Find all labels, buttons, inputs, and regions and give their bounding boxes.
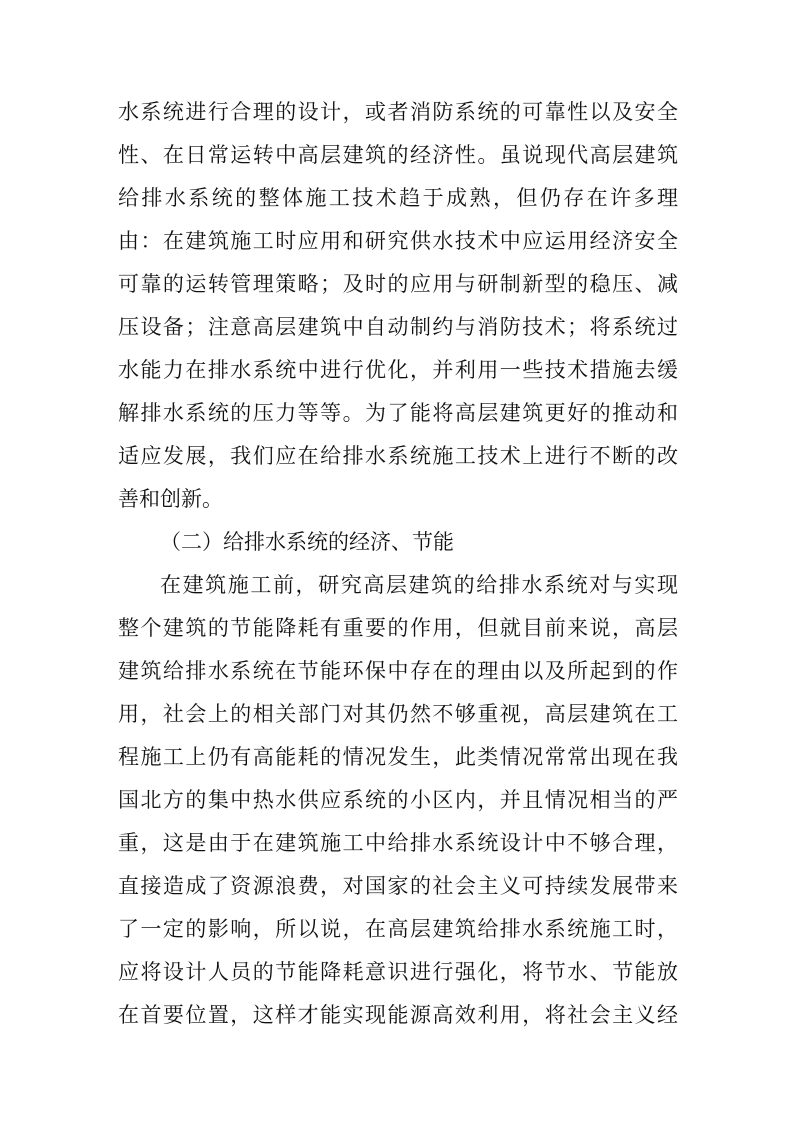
text-line: 了一定的影响，所以说，在高层建筑给排水系统施工时， — [118, 917, 678, 941]
text-line: 应将设计人员的节能降耗意识进行强化，将节水、节能放 — [118, 960, 678, 984]
text-line: 国北方的集中热水供应系统的小区内，并且情况相当的严 — [118, 788, 678, 812]
text-line: 用，社会上的相关部门对其仍然不够重视，高层建筑在工 — [118, 702, 678, 726]
text-line: 重，这是由于在建筑施工中给排水系统设计中不够合理， — [118, 831, 678, 855]
text-line: 适应发展，我们应在给排水系统施工技术上进行不断的改 — [118, 444, 678, 468]
text-line: 直接造成了资源浪费，对国家的社会主义可持续发展带来 — [118, 874, 678, 898]
text-line: 性、在日常运转中高层建筑的经济性。虽说现代高层建筑 — [118, 143, 678, 167]
text-line: 在建筑施工前，研究高层建筑的给排水系统对与实现 — [160, 573, 678, 597]
text-line: 可靠的运转管理策略；及时的应用与研制新型的稳压、减 — [118, 272, 678, 296]
text-line: 整个建筑的节能降耗有重要的作用，但就目前来说，高层 — [118, 616, 678, 640]
text-line: 程施工上仍有高能耗的情况发生，此类情况常常出现在我 — [118, 745, 678, 769]
heading-line: （二）给排水系统的经济、节能 — [160, 530, 454, 554]
text-line: 善和创新。 — [118, 487, 223, 511]
text-line: 在首要位置，这样才能实现能源高效利用，将社会主义经 — [118, 1003, 678, 1027]
text-line: 给排水系统的整体施工技术趋于成熟，但仍存在许多理 — [118, 186, 678, 210]
text-line: 建筑给排水系统在节能环保中存在的理由以及所起到的作 — [118, 659, 678, 683]
text-line: 压设备；注意高层建筑中自动制约与消防技术；将系统过 — [118, 315, 678, 339]
text-line: 水系统进行合理的设计，或者消防系统的可靠性以及安全 — [118, 100, 678, 124]
text-line: 水能力在排水系统中进行优化，并利用一些技术措施去缓 — [118, 358, 678, 382]
text-line: 解排水系统的压力等等。为了能将高层建筑更好的推动和 — [118, 401, 678, 425]
text-line: 由：在建筑施工时应用和研究供水技术中应运用经济安全 — [118, 229, 678, 253]
